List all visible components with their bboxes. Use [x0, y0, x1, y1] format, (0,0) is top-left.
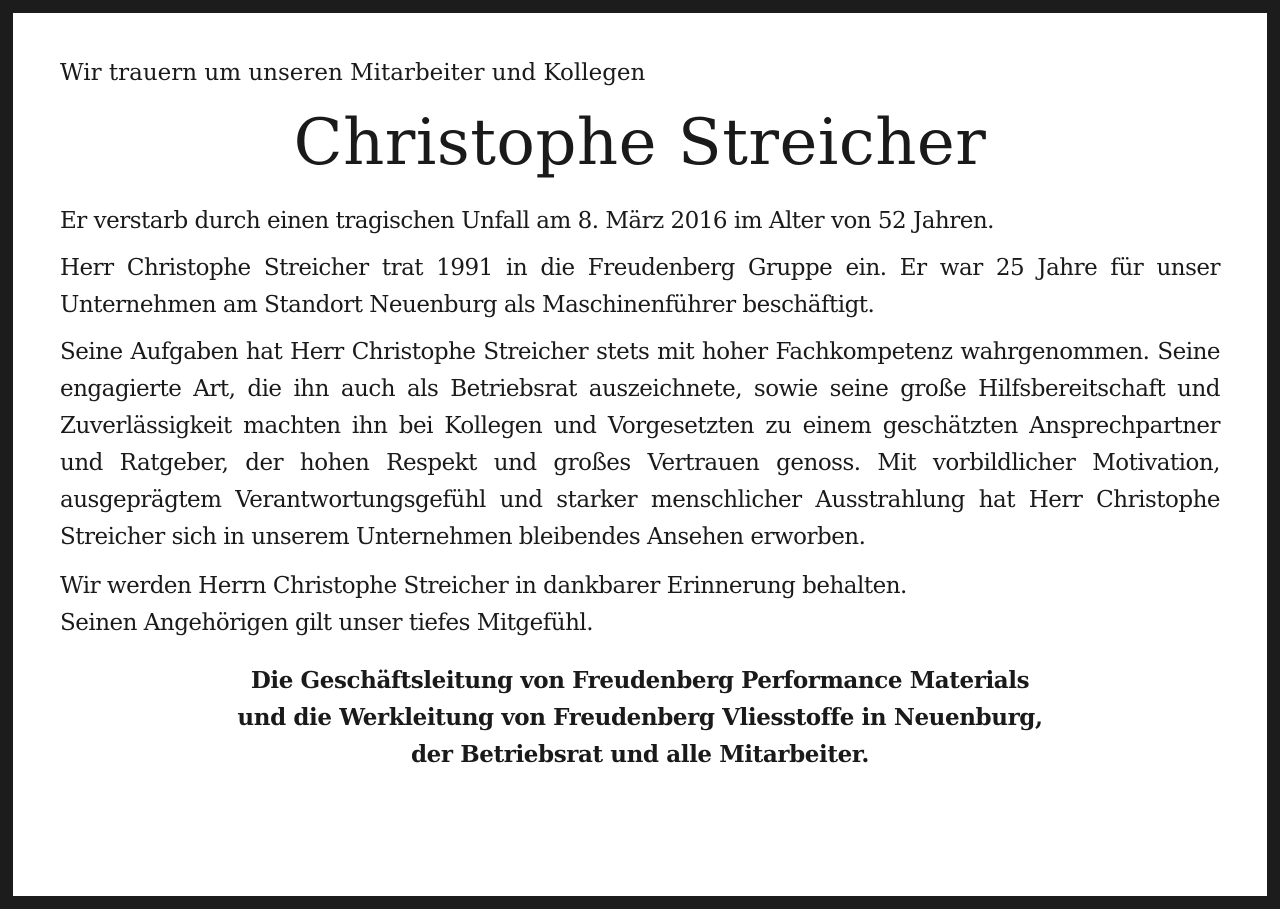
- signature-line: und die Werkleitung von Freudenberg Vliesstoffe in Neuenburg,: [237, 704, 1043, 731]
- intro-line: Wir trauern um unseren Mitarbeiter und Kollegen: [60, 60, 646, 86]
- notice-content: [60, 53, 1220, 773]
- signature-line: der Betriebsrat und alle Mitarbeiter.: [410, 741, 870, 768]
- signature-block: [60, 662, 1220, 773]
- closing-line: Seinen Angehörigen gilt unser tiefes Mitgefühl.: [60, 610, 594, 636]
- deceased-name: Christophe Streicher: [293, 106, 987, 180]
- paragraph-career: Herr Christophe Streicher trat 1991 in die Freudenberg Gruppe ein. Er war 25 Jahre für unser Unternehmen am Standort Neuenburg als Maschinenführer beschäftigt.: [60, 255, 1220, 318]
- paragraph-tribute: Seine Aufgaben hat Herr Christophe Streicher stets mit hoher Fachkompetenz wahrgenommen. Seine engagierte Art, die ihn auch als Betriebsrat auszeichnete, sowie seine große Hilfsbereitschaft und Zuverlässigkeit machten ihn bei Kollegen und Vorgesetzten zu einem geschätzten Ansprechpartner und Ratgeber, der hohen Respekt und großes Vertrauen genoss. Mit vorbildlicher Motivation, ausgeprägtem Verantwortungsgefühl und starker menschlicher Ausstrahlung hat Herr Christophe Streicher sich in unserem Unternehmen bleibendes Ansehen erworben.: [60, 339, 1220, 550]
- closing-line: Wir werden Herrn Christophe Streicher in dankbarer Erinnerung behalten.: [60, 573, 907, 599]
- signature-line: Die Geschäftsleitung von Freudenberg Performance Materials: [250, 667, 1030, 694]
- closing-text: [60, 568, 1220, 642]
- paragraph-death: Er verstarb durch einen tragischen Unfall am 8. März 2016 im Alter von 52 Jahren.: [60, 208, 994, 234]
